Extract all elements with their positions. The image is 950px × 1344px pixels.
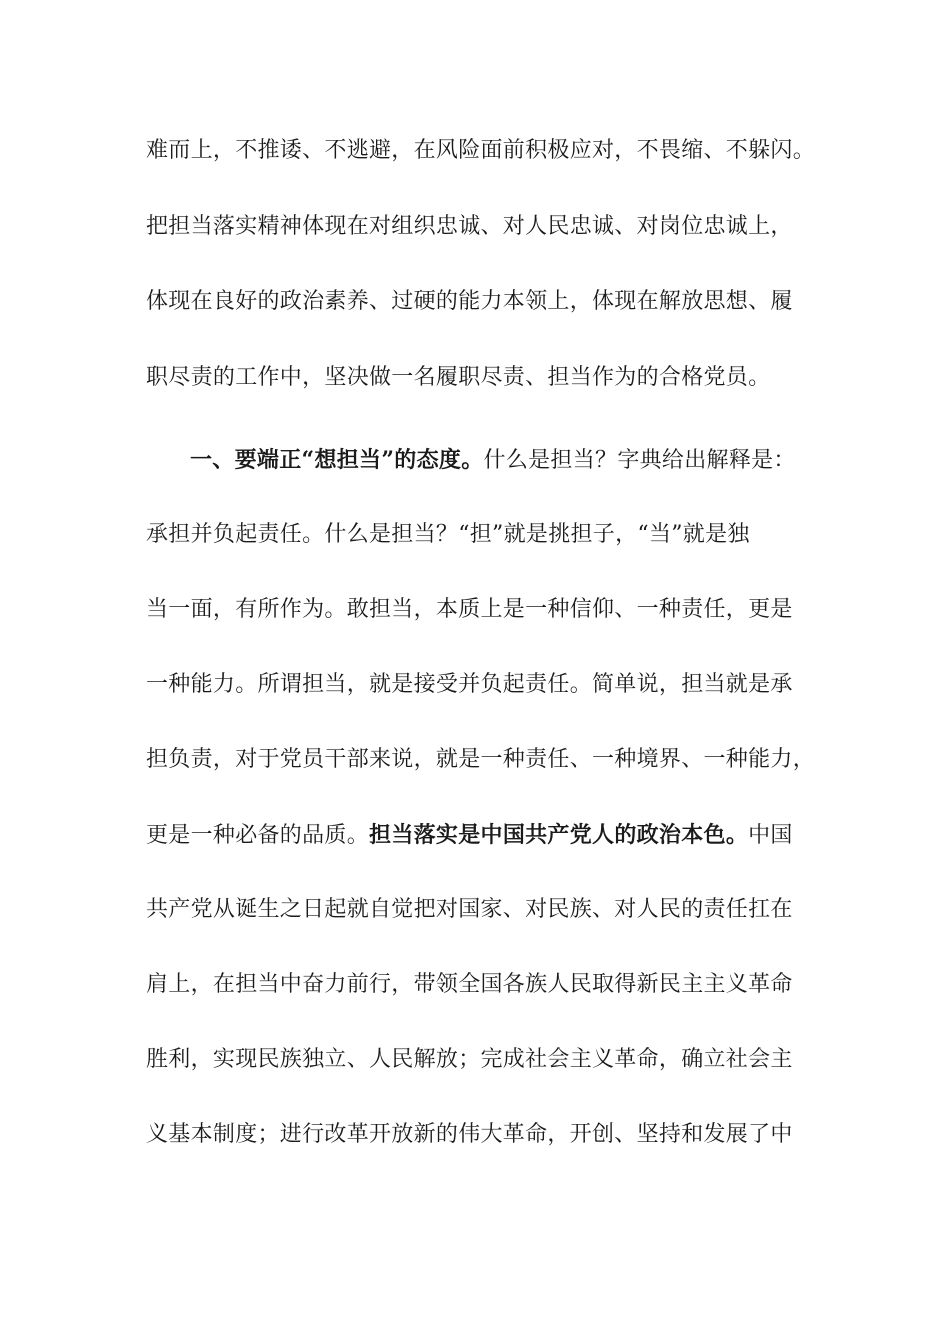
paragraph-line (146, 670, 806, 700)
line-text: 体现在良好的政治素养、过硬的能力本领上，体现在解放思想、履 (146, 289, 793, 314)
line-text: 把担当落实精神体现在对组织忠诚、对人民忠诚、对岗位忠诚上， (146, 214, 793, 239)
line-text: 胜利，实现民族独立、人民解放；完成社会主义革命，确立社会主 (146, 1047, 793, 1072)
line-text: 共产党从诞生之日起就自觉把对国家、对民族、对人民的责任扛在 (146, 897, 793, 922)
line-text: 担负责，对于党员干部来说，就是一种责任、一种境界、一种能力， (146, 747, 816, 772)
emphasis-text: 担当落实是中国共产党人的政治本色。 (369, 822, 749, 848)
line-text: 当一面，有所作为。敢担当，本质上是一种信仰、一种责任，更是 (146, 597, 793, 622)
paragraph-line (146, 895, 806, 925)
section-heading-line (190, 445, 806, 476)
paragraph-line (146, 820, 806, 851)
line-text: 一种能力。所谓担当，就是接受并负起责任。简单说，担当就是承 (146, 672, 793, 697)
paragraph-line (146, 595, 806, 625)
paragraph-line (146, 287, 806, 317)
paragraph-line (146, 970, 806, 1000)
paragraph-line (146, 745, 816, 775)
line-text: 承担并负起责任。什么是担当？“担”就是挑担子，“当”就是独 (146, 522, 750, 547)
paragraph-line (146, 1045, 806, 1075)
line-text: 职尽责的工作中，坚决做一名履职尽责、担当作为的合格党员。 (146, 365, 771, 390)
line-text: 难而上，不推诿、不逃避，在风险面前积极应对，不畏缩、不躲闪。 (146, 138, 816, 163)
section-heading: 一、要端正“想担当”的态度。 (190, 447, 484, 473)
paragraph-line (146, 212, 806, 242)
paragraph-line (146, 1120, 806, 1150)
line-text: 什么是担当？字典给出解释是： (483, 448, 796, 473)
line-text: 义基本制度；进行改革开放新的伟大革命，开创、坚持和发展了中 (146, 1122, 793, 1147)
line-text-tail: 中国 (748, 823, 793, 848)
paragraph-line (146, 520, 806, 550)
line-text: 更是一种必备的品质。 (146, 823, 370, 848)
paragraph-line (146, 136, 816, 166)
paragraph-line (146, 363, 806, 393)
line-text: 肩上，在担当中奋力前行，带领全国各族人民取得新民主主义革命 (146, 972, 793, 997)
